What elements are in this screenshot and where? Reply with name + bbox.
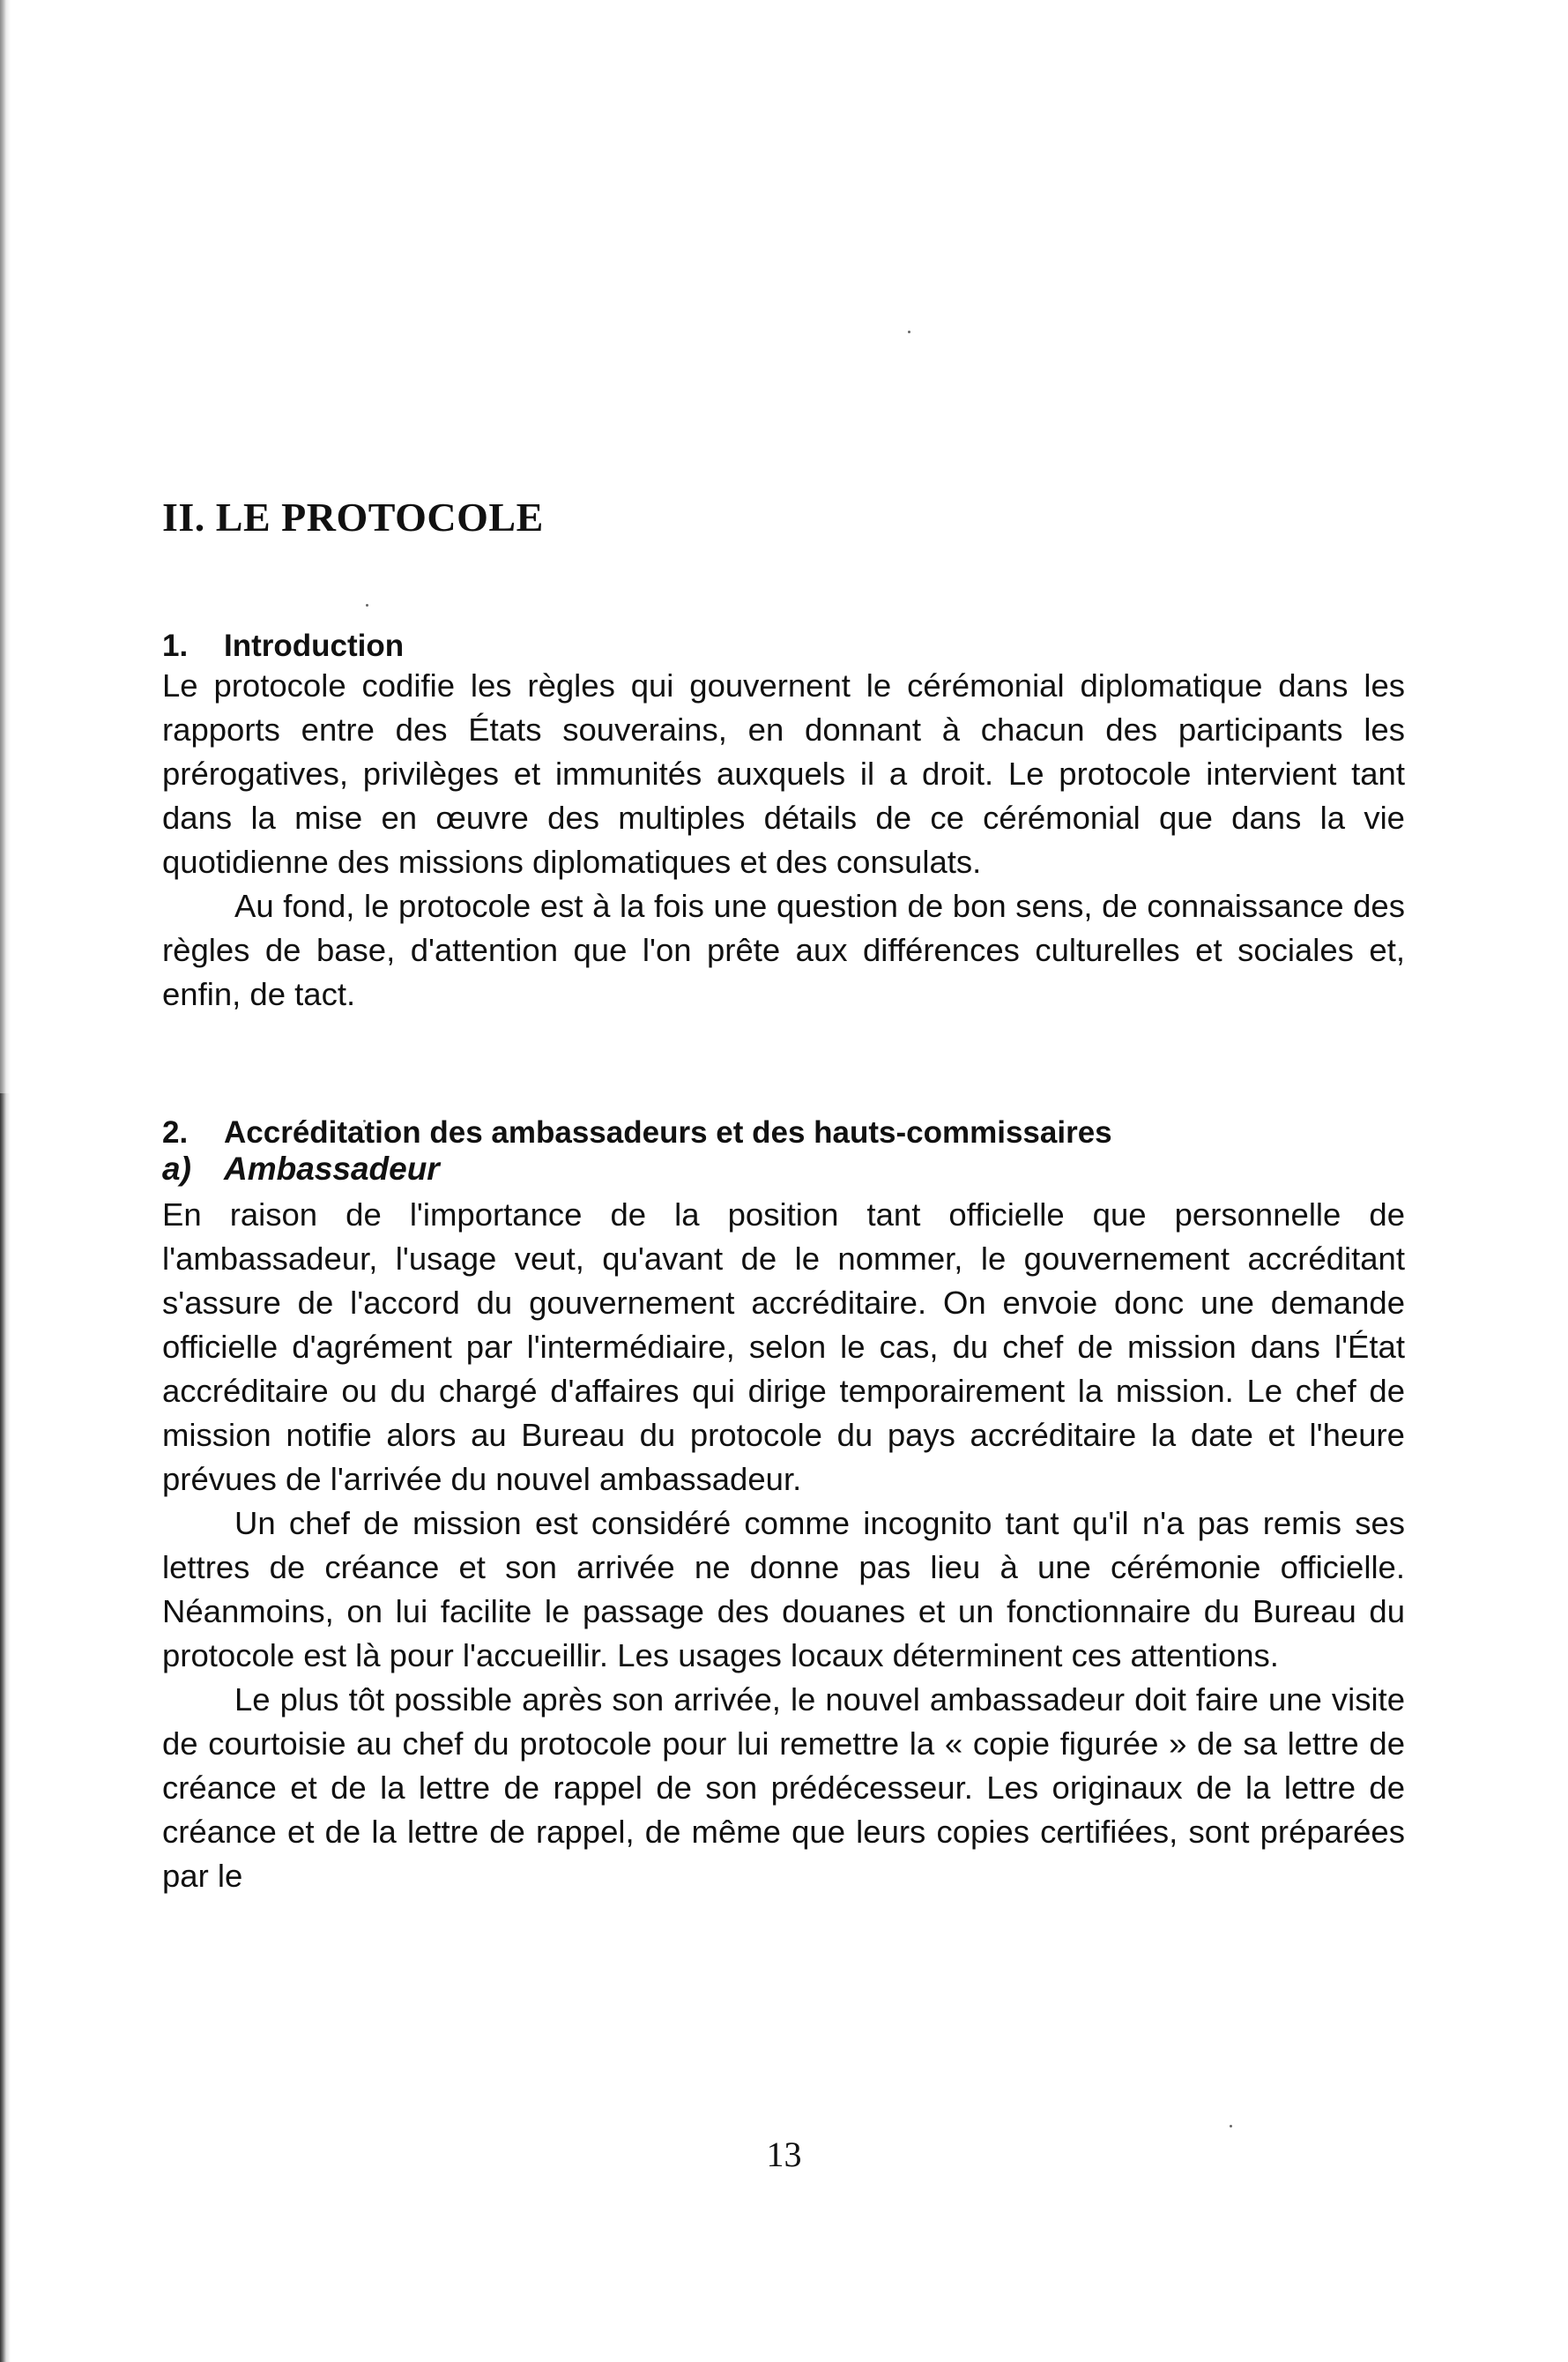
paragraph: Le protocole codifie les règles qui gouvernent le cérémonial diplomatique dans les rapports entre des États souverains, en donnant à chacun des participants les prérogatives, privilèges et immunités auxquels il a droit. Le protocole intervient tant dans la mise en œuvre des multiples détails de ce cérémonial que dans la vie quotidienne des missions diplomatiques et des consulats. — [162, 667, 1405, 880]
section-heading — [162, 1115, 1405, 1151]
subsection-heading — [162, 1151, 1405, 1188]
paragraph: Au fond, le protocole est à la fois une question de bon sens, de connaissance des règles de base, d'attention que l'on prête aux différences culturelles et sociales et, enfin, de tact. — [162, 888, 1405, 1012]
scan-speck — [1230, 2125, 1232, 2127]
section-number: 2. — [162, 1115, 189, 1150]
section-accreditation — [162, 1115, 1405, 1898]
section-introduction — [162, 629, 1405, 1017]
scan-speck — [908, 331, 910, 333]
section-heading — [162, 629, 1405, 664]
page-number: 13 — [766, 2135, 802, 2174]
paragraph: En raison de l'importance de la position tant officielle que personnelle de l'ambassadeur, l'usage veut, qu'avant de le nommer, le gouvernement accréditant s'assure de l'accord du gouvernement accréditaire. On envoie donc une demande officielle d'agrément par l'intermédiaire, selon le cas, du chef de mission dans l'État accréditaire ou du chargé d'affaires qui dirige temporairement la mission. Le chef de mission notifie alors au Bureau du protocole du pays accréditaire la date et l'heure prévues de l'arrivée du nouvel ambassadeur. — [162, 1196, 1405, 1497]
section-title: Introduction — [224, 629, 405, 663]
chapter-title: II. LE PROTOCOLE — [162, 495, 544, 540]
section-title: Accréditation des ambassadeurs et des hauts-commissaires — [224, 1115, 1112, 1150]
subsection-title: Ambassadeur — [224, 1151, 440, 1187]
text-column — [162, 494, 1405, 1898]
paragraph: Un chef de mission est considéré comme incognito tant qu'il n'a pas remis ses lettres de créance et son arrivée ne donne pas lieu à une cérémonie officielle. Néanmoins, on lui facilite le passage des douanes et un fonctionnaire du Bureau du protocole est là pour l'accueillir. Les usages locaux déterminent ces attentions. — [162, 1505, 1405, 1673]
paragraph: Le plus tôt possible après son arrivée, le nouvel ambassadeur doit faire une visite de courtoisie au chef du protocole pour lui remettre la « copie figurée » de sa lettre de créance et de la lettre de rappel de son prédécesseur. Les originaux de la lettre de créance et de la lettre de rappel, de même que leurs copies certifiées, sont préparées par le — [162, 1681, 1405, 1894]
subsection-number: a) — [162, 1151, 191, 1187]
section-number: 1. — [162, 629, 189, 663]
